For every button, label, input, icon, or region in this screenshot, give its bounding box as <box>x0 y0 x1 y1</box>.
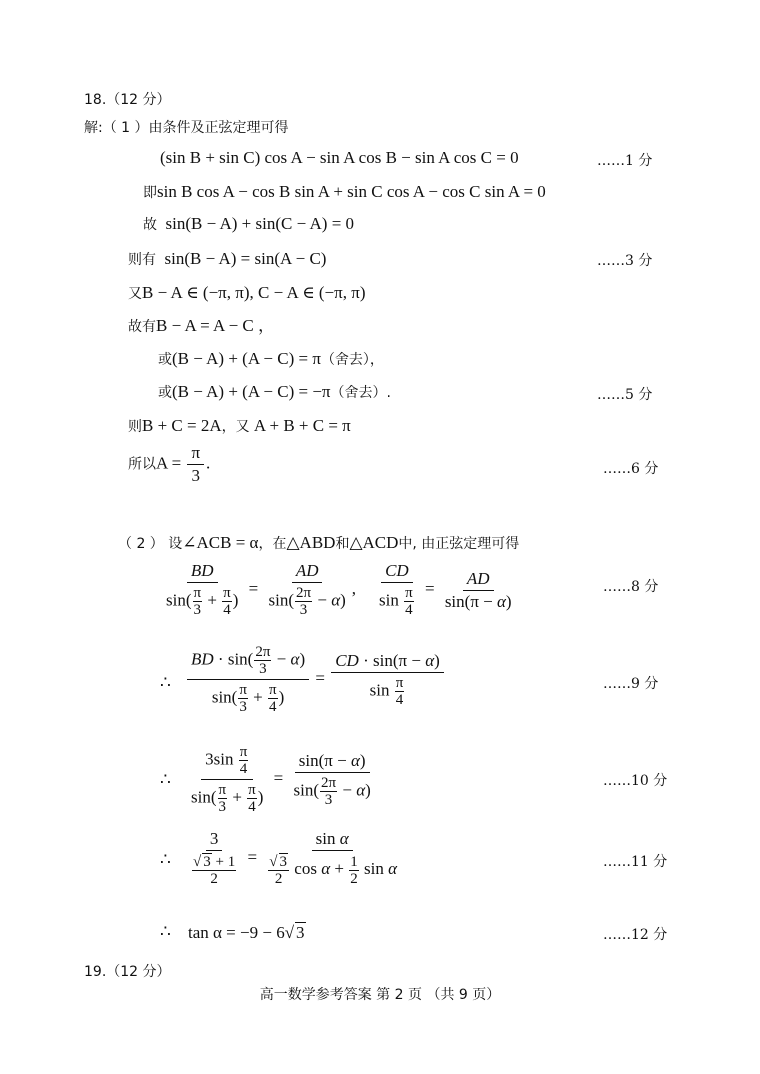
therefore-symbol: ∴ <box>160 673 171 693</box>
equation-line-5: 又B − A ∈ (−π, π), C − A ∈ (−π, π) <box>128 283 366 302</box>
equation-line-6: 故有B − A = A − C ， <box>128 316 275 335</box>
score-9: ……9 分 <box>603 676 659 692</box>
equation-line-7: 或(B − A) + (A − C) = π（舍去）， <box>158 349 384 368</box>
equation-line-9: 则B + C = 2A，又 A + B + C = π <box>128 416 351 435</box>
question-19-header: 19.（12 分） <box>84 964 171 980</box>
equation-line-2: 即sin B cos A − cos B sin A + sin C cos A − cos C sin A = 0 <box>143 182 546 201</box>
equation-line-10: 所以A = $\frac{\pi}{3}$ . <box>128 443 211 485</box>
equation-line-8: 或(B − A) + (A − C) = −π（舍去）. <box>158 382 391 401</box>
solution-label: 解:（ 1 ）由条件及正弦定理可得 <box>84 120 289 136</box>
question-18-header: 18.（12 分） <box>84 92 171 108</box>
score-6: ……6 分 <box>603 461 659 477</box>
equation-tan-alpha: tan α = −9 − 6√ 3 <box>188 923 305 942</box>
equation-row-9: BD · sin( $\frac{2\pi}{3}$ − α) sin( $\frac{\pi}{3}$ + $\frac{\pi}{4}$ ) = CD · sin(π − α) sin $\frac{\pi}{4}$ <box>185 644 446 715</box>
equation-row-11: $\frac{3}{\frac{√ 3 + 1}{2}}$ = sin α $\frac{√ 3}{2}$ cos α + $\frac{1}{2}$ sin α <box>193 829 398 887</box>
page-footer: 高一数学参考答案 第 2 页 （共 9 页） <box>259 987 501 1003</box>
score-10: ……10 分 <box>603 773 668 789</box>
therefore-symbol: ∴ <box>160 922 171 942</box>
equation-line-3: 故 sin(B − A) + sin(C − A) = 0 <box>143 214 355 233</box>
therefore-symbol: ∴ <box>160 850 171 870</box>
therefore-symbol: ∴ <box>160 770 171 790</box>
score-5: ……5 分 <box>597 387 653 403</box>
score-12: ……12 分 <box>603 927 668 943</box>
equation-line-4: 则有 sin(B − A) = sin(A − C) <box>128 249 327 268</box>
score-11: ……11 分 <box>603 854 668 870</box>
score-8: ……8 分 <box>603 579 659 595</box>
equation-row-10: 3sin $\frac{\pi}{4}$ sin( $\frac{\pi}{3}$ + $\frac{\pi}{4}$ ) = sin(π − α) sin( $\frac{2\pi}{3}$ − α) <box>191 744 371 815</box>
equation-line-1: (sin B + sin C) cos A − sin A cos B − sin A cos C = 0 <box>160 148 519 167</box>
part-2-intro: （ 2 ） 设∠ACB = α，在△ABD和△ACD中, 由正弦定理可得 <box>118 533 520 552</box>
score-1: ……1 分 <box>597 153 653 169</box>
equation-sine-law: BD sin( $\frac{\pi}{3}$ + $\frac{\pi}{4}$ ) = AD sin( $\frac{2\pi}{3}$ − α) , CD sin $\frac{\pi}{4}$ = $\frac{AD}{\sin(\pi - \alpha)}$ <box>166 561 512 618</box>
score-3: ……3 分 <box>597 253 653 269</box>
